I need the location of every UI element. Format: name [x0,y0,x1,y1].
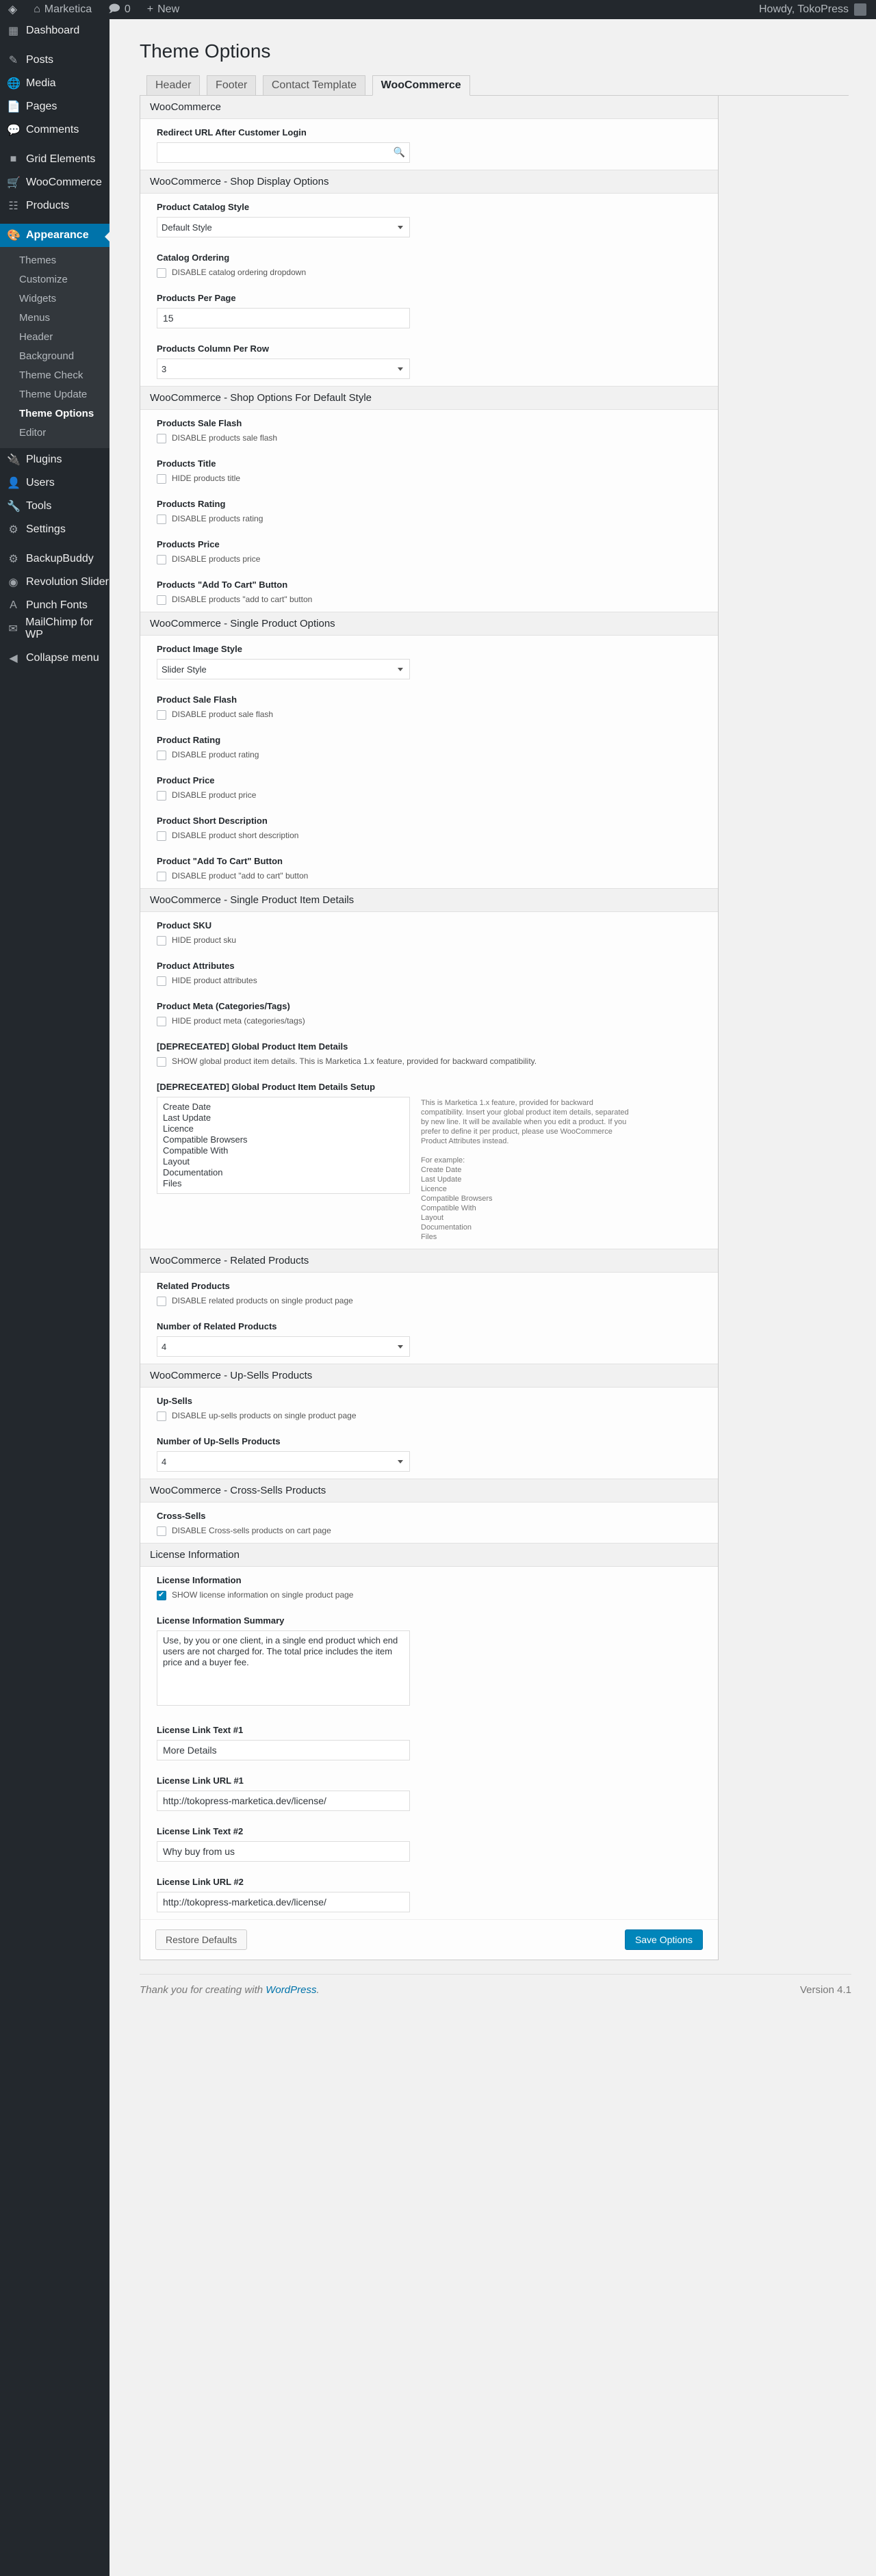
product-meta-label: Product Meta (Categories/Tags) [157,1001,290,1011]
new-content-menu[interactable] [139,0,188,19]
footer-version: Version 4.1 [799,1984,851,1996]
related-products-label: Related Products [157,1281,230,1291]
sidebar-item-label: MailChimp for WP [25,616,93,640]
product-short-description-label: Product Short Description [157,816,268,826]
redirect-url-input[interactable] [157,142,410,163]
checkbox-cross-sells[interactable] [157,1526,166,1536]
sidebar-item-label: Pages [26,101,57,112]
note-intro: This is Marketica 1.x feature, provided for backward compatibility. Insert your global product item details, separated by new line. It will be available when you edit a product. If you prefer to define it per product, please use WooCommerce Product Attributes instead. [421,1099,629,1145]
submenu-label: Widgets [19,293,57,304]
deprecated-details-label: [DEPRECEATED] Global Product Item Details [157,1041,348,1052]
sidebar-item-label: Comments [26,124,79,135]
howdy-label[interactable]: Howdy, TokoPress [758,3,849,15]
settings-icon: ⚙ [8,524,18,536]
sidebar-item-label: WooCommerce [26,177,102,188]
field-product-rating [140,727,718,767]
checkbox-product-sku[interactable] [157,936,166,946]
note-example-label: For example: [421,1156,465,1165]
field-product-image-style [140,636,718,686]
field-up-sells [140,1388,718,1428]
checkbox-label: DISABLE up-sells products on single product page [172,1411,357,1420]
cross-sells-label: Cross-Sells [157,1511,206,1521]
note-example-line: Layout [421,1214,444,1222]
product-sku-label: Product SKU [157,920,212,931]
wp-logo-menu[interactable] [0,0,25,19]
product-catalog-style-select[interactable] [157,217,410,237]
products-add-to-cart-label: Products "Add To Cart" Button [157,580,288,590]
comment-icon: 💬 [7,125,21,136]
products-sale-flash-label: Products Sale Flash [157,418,242,428]
cart-icon: 🛒 [7,177,21,189]
sidebar-item-mailchimp[interactable] [0,617,110,640]
field-products-add-to-cart [140,571,718,612]
sidebar-item-background[interactable] [0,347,110,366]
picker-icon[interactable]: 🔍 [393,146,405,157]
section-single-product-options: WooCommerce - Single Product Options [140,612,718,636]
checkbox-products-add-to-cart[interactable] [157,595,166,605]
checkbox-label: DISABLE product short description [172,831,299,840]
collapse-menu-button[interactable] [0,647,110,670]
field-products-sale-flash [140,410,718,450]
license-information-row[interactable] [157,1590,701,1600]
products-icon: ☷ [8,200,18,212]
sidebar-item-label: Users [26,477,55,489]
tab-footer[interactable]: Footer [207,75,256,95]
product-sku-row[interactable] [157,935,701,946]
checkbox-label: DISABLE product rating [172,750,259,759]
note-example-line: Documentation [421,1223,472,1232]
checkbox-label: DISABLE catalog ordering dropdown [172,268,307,277]
checkbox-product-price[interactable] [157,791,166,801]
field-products-column-per-row [140,335,718,386]
checkbox-product-meta[interactable] [157,1017,166,1026]
field-license-link-url-2 [140,1869,718,1919]
license-link-url-1-label: License Link URL #1 [157,1775,244,1786]
field-license-link-text-1 [140,1717,718,1767]
checkbox-label: HIDE product sku [172,935,237,945]
checkbox-label: DISABLE products "add to cart" button [172,595,313,604]
submenu-label: Editor [19,427,47,439]
field-license-link-url-1 [140,1767,718,1818]
field-catalog-ordering [140,244,718,285]
site-name-menu[interactable] [25,0,100,19]
wordpress-link[interactable]: WordPress [266,1984,317,1996]
products-title-label: Products Title [157,458,216,469]
license-link-text-1-input[interactable] [157,1740,410,1760]
sidebar-item-posts[interactable] [0,49,110,72]
sidebar-item-products[interactable] [0,194,110,218]
license-link-text-2-input[interactable] [157,1841,410,1862]
checkbox-product-attributes[interactable] [157,976,166,986]
field-number-up-sells [140,1428,718,1479]
checkbox-product-rating[interactable] [157,751,166,760]
sidebar-item-media[interactable] [0,72,110,95]
product-image-style-select[interactable] [157,659,410,679]
pin-icon: ✎ [8,55,18,66]
products-per-page-input[interactable] [157,308,410,328]
footer-thanks-pre: Thank you for creating with [140,1984,266,1996]
products-price-row[interactable] [157,554,701,564]
checkbox-label: DISABLE products price [172,554,261,564]
field-related-products [140,1273,718,1313]
products-add-to-cart-row[interactable] [157,595,701,605]
sidebar-item-settings[interactable] [0,518,110,541]
sidebar-item-dashboard[interactable] [0,19,110,42]
section-shop-display-options: WooCommerce - Shop Display Options [140,170,718,194]
tab-contact-template[interactable]: Contact Template [263,75,365,95]
product-rating-row[interactable] [157,750,701,760]
product-image-style-label: Product Image Style [157,644,242,654]
products-sale-flash-row[interactable] [157,433,701,443]
product-price-row[interactable] [157,790,701,801]
checkbox-up-sells[interactable] [157,1411,166,1421]
page-title: Theme Options [140,40,271,62]
number-up-sells-select[interactable] [157,1451,410,1472]
product-meta-row[interactable] [157,1016,701,1026]
sidebar-item-punch-fonts[interactable] [0,594,110,617]
note-example-line: Last Update [421,1175,462,1184]
field-product-catalog-style [140,194,718,244]
catalog-ordering-checkbox-row[interactable] [157,268,701,278]
field-license-summary [140,1607,718,1717]
catalog-ordering-label: Catalog Ordering [157,252,230,263]
submenu-label: Menus [19,312,51,324]
sidebar-item-themes[interactable] [0,251,110,270]
sidebar-item-backupbuddy[interactable] [0,547,110,571]
theme-options-tabs [140,75,849,96]
cross-sells-row[interactable] [157,1526,701,1536]
field-product-price [140,767,718,807]
sidebar-item-label: Products [26,200,70,211]
checkbox-label: DISABLE Cross-sells products on cart page [172,1526,331,1535]
checkbox-label: DISABLE product sale flash [172,710,274,719]
checkbox-products-title[interactable] [157,474,166,484]
avatar [854,3,866,16]
checkbox-products-price[interactable] [157,555,166,564]
field-deprecated-global-item-details-setup [140,1074,718,1249]
section-license-information: License Information [140,1543,718,1567]
fonts-icon: A [10,599,17,611]
note-example-line: Create Date [421,1166,462,1174]
sidebar-item-label: Appearance [26,229,89,241]
submenu-label: Header [19,331,53,343]
sidebar-item-tools[interactable] [0,495,110,518]
license-summary-label: License Information Summary [157,1615,285,1626]
products-column-select[interactable] [157,359,410,379]
license-link-text-2-label: License Link Text #2 [157,1826,244,1836]
checkbox-label: DISABLE product price [172,790,257,800]
field-redirect-url [140,119,718,170]
panel-footer [140,1919,718,1960]
note-example-line: Licence [421,1185,447,1193]
number-related-select[interactable] [157,1336,410,1357]
sidebar-item-header[interactable] [0,328,110,347]
number-up-sells-label: Number of Up-Sells Products [157,1436,281,1446]
section-single-product-item-details: WooCommerce - Single Product Item Details [140,888,718,912]
checkbox-product-sale-flash[interactable] [157,710,166,720]
checkbox-label: HIDE product attributes [172,976,257,985]
submenu-label: Theme Check [19,369,83,381]
sidebar-item-revolution-slider[interactable] [0,571,110,594]
products-title-row[interactable] [157,473,701,484]
license-link-url-2-input[interactable] [157,1892,410,1912]
checkbox-product-add-to-cart[interactable] [157,872,166,881]
submenu-label: Background [19,350,75,362]
sidebar-item-menus[interactable] [0,309,110,328]
checkbox-label: SHOW license information on single product page [172,1590,354,1600]
product-rating-label: Product Rating [157,735,221,745]
plugins-icon: 🔌 [7,454,21,466]
sidebar-item-comments[interactable] [0,118,110,142]
checkbox-label: DISABLE product "add to cart" button [172,871,309,881]
field-products-price [140,531,718,571]
sidebar-item-label: BackupBuddy [26,553,94,564]
sidebar-item-customize[interactable] [0,270,110,289]
submenu-label: Customize [19,274,68,285]
appearance-icon: 🎨 [7,230,21,242]
field-product-sku [140,912,718,952]
sidebar-item-label: Settings [26,523,66,535]
field-product-add-to-cart [140,848,718,888]
section-shop-default-style: WooCommerce - Shop Options For Default Style [140,386,718,410]
checkbox-label: HIDE products title [172,473,241,483]
field-deprecated-global-item-details [140,1033,718,1074]
checkbox-label: HIDE product meta (categories/tags) [172,1016,305,1026]
dashboard-icon: ▦ [8,25,19,37]
appearance-submenu [0,247,110,448]
license-link-url-1-input[interactable] [157,1791,410,1811]
tab-header[interactable]: Header [146,75,200,95]
mailchimp-icon: ✉ [8,623,18,635]
deprecated-setup-note [421,1097,633,1242]
sidebar-item-label: Posts [26,54,54,66]
redirect-url-label: Redirect URL After Customer Login [157,127,307,138]
comments-menu[interactable] [100,0,139,19]
product-short-description-row[interactable] [157,831,701,841]
admin-sidebar [0,19,110,2576]
field-products-rating [140,491,718,531]
field-license-link-text-2 [140,1818,718,1869]
woocommerce-options-panel [140,96,719,1960]
sidebar-item-label: Revolution Slider [26,576,109,588]
site-name-label: Marketica [44,3,92,15]
products-column-label: Products Column Per Row [157,343,269,354]
sidebar-item-users[interactable] [0,471,110,495]
footer-thanks [140,1984,320,1996]
product-attributes-row[interactable] [157,976,701,986]
product-sale-flash-label: Product Sale Flash [157,694,237,705]
sidebar-item-label: Media [26,77,56,89]
note-example-line: Files [421,1233,437,1241]
product-sale-flash-row[interactable] [157,710,701,720]
restore-defaults-button[interactable]: Restore Defaults [155,1929,247,1950]
license-information-label: License Information [157,1575,242,1585]
checkbox-label: DISABLE related products on single product page [172,1296,353,1305]
checkbox-catalog-ordering[interactable] [157,268,166,278]
submenu-label: Theme Update [19,389,88,400]
section-cross-sells-products: WooCommerce - Cross-Sells Products [140,1479,718,1502]
sidebar-item-label: Grid Elements [26,153,96,165]
product-attributes-label: Product Attributes [157,961,235,971]
field-products-title [140,450,718,491]
admin-bar [0,0,876,19]
product-catalog-style-label: Product Catalog Style [157,202,250,212]
comments-count: 0 [124,3,131,15]
field-number-related-products [140,1313,718,1364]
note-example-line: Compatible Browsers [421,1195,493,1203]
checkbox-label: DISABLE products sale flash [172,433,278,443]
sidebar-item-pages[interactable] [0,95,110,118]
admin-footer [140,1974,851,1996]
submenu-label: Theme Options [19,408,94,419]
section-up-sells-products: WooCommerce - Up-Sells Products [140,1364,718,1388]
sidebar-item-label: Dashboard [26,25,80,36]
checkbox-label: DISABLE products rating [172,514,263,523]
sidebar-item-plugins[interactable] [0,448,110,471]
sidebar-item-appearance[interactable] [0,224,110,247]
sidebar-item-label: Tools [26,500,52,512]
product-add-to-cart-label: Product "Add To Cart" Button [157,856,283,866]
sidebar-item-grid-elements[interactable] [0,148,110,171]
deprecated-details-row[interactable] [157,1056,701,1067]
backupbuddy-icon: ⚙ [8,554,18,565]
product-price-label: Product Price [157,775,215,785]
products-per-page-label: Products Per Page [157,293,236,303]
save-options-button[interactable]: Save Options [625,1929,703,1950]
checkbox-products-sale-flash[interactable] [157,434,166,443]
products-rating-row[interactable] [157,514,701,524]
media-icon: 🌐 [7,78,21,90]
slider-icon: ◉ [8,577,18,588]
content-area [110,19,876,2576]
footer-thanks-post: . [316,1984,320,1996]
checkbox-deprecated-details[interactable] [157,1057,166,1067]
page-icon: 📄 [7,101,21,113]
sidebar-item-theme-check[interactable] [0,366,110,385]
license-link-text-1-label: License Link Text #1 [157,1725,244,1735]
related-products-row[interactable] [157,1296,701,1306]
deprecated-setup-textarea[interactable] [157,1097,410,1194]
products-price-label: Products Price [157,539,220,549]
section-woocommerce: WooCommerce [140,96,718,119]
checkbox-related-products[interactable] [157,1297,166,1306]
number-related-label: Number of Related Products [157,1321,277,1331]
wp-logo-icon: ◈ [8,3,18,16]
field-license-information [140,1567,718,1607]
collapse-icon: ◀ [9,653,18,664]
submenu-label: Themes [19,255,57,266]
tools-icon: 🔧 [7,501,21,512]
field-product-sale-flash [140,686,718,727]
sidebar-item-label: Punch Fonts [26,599,88,611]
sidebar-item-theme-update[interactable] [0,385,110,404]
sidebar-item-editor[interactable] [0,424,110,443]
product-add-to-cart-row[interactable] [157,871,701,881]
field-cross-sells [140,1502,718,1543]
field-product-meta [140,993,718,1033]
checkbox-products-rating[interactable] [157,515,166,524]
license-summary-textarea[interactable] [157,1630,410,1706]
house-icon: ⌂ [34,3,40,15]
checkbox-label: SHOW global product item details. This is Marketica 1.x feature, provided for backward compatibility. [172,1056,537,1066]
grid-icon: ■ [10,153,17,165]
note-example-line: Compatible With [421,1204,476,1212]
up-sells-label: Up-Sells [157,1396,193,1406]
sidebar-item-theme-options[interactable] [0,404,110,424]
up-sells-row[interactable] [157,1411,701,1421]
users-icon: 👤 [7,478,21,489]
sidebar-item-woocommerce[interactable] [0,171,110,194]
license-link-url-2-label: License Link URL #2 [157,1877,244,1887]
section-related-products: WooCommerce - Related Products [140,1249,718,1273]
products-rating-label: Products Rating [157,499,226,509]
tab-woocommerce[interactable]: WooCommerce [372,75,470,96]
checkbox-license-information[interactable] [157,1591,166,1600]
deprecated-setup-label: [DEPRECEATED] Global Product Item Details Setup [157,1082,376,1092]
field-product-short-description [140,807,718,848]
sidebar-item-label: Collapse menu [26,652,99,664]
field-product-attributes [140,952,718,993]
new-label: New [157,3,180,15]
sidebar-item-label: Plugins [26,454,62,465]
checkbox-product-short-description[interactable] [157,831,166,841]
sidebar-item-widgets[interactable] [0,289,110,309]
plus-icon: + [146,3,154,15]
field-products-per-page [140,285,718,335]
comment-bubble-icon: 🗩 [108,3,120,15]
